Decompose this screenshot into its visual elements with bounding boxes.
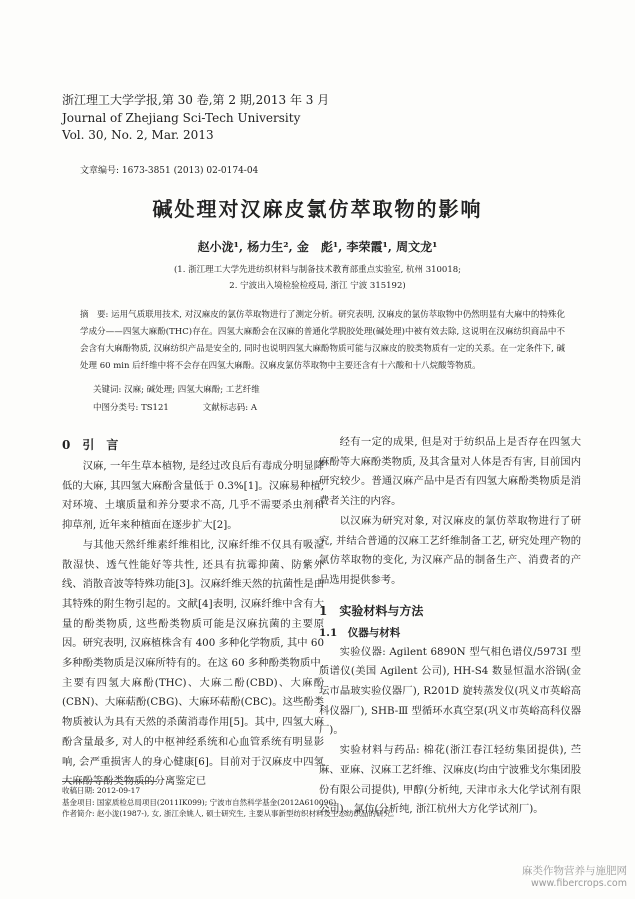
- affiliation-2: 2. 宁波出入境检验检疫局, 浙江 宁波 315192): [229, 281, 406, 291]
- footnote-received: 收稿日期: 2012-09-17: [62, 786, 141, 795]
- intro-paragraph-2: 与其他天然纤维素纤维相比, 汉麻纤维不仅具有吸湿散湿快、透气性能好等共性, 还具有抗霉抑菌、防紫外线、消散音波等特殊功能[3]。汉麻纤维天然的抗菌性是由其特殊的附生物引起的。文献[4]表明, 汉麻纤维中含有大量的酚类物质, 这些酚类物质可能是汉麻抗菌的主要原因。研究表明, 汉麻植株含有 400 多种化学物质, 其中 60 多种酚类物质是汉麻所特有的。在这 60 多种酚类物质中, 主要有四氢大麻酚(THC)、大麻二酚(CBD)、大麻酚(CBN)、大麻萜酚(CBG)、大麻环萜酚(CBC)。这些酚类物质被认为具有天然的杀菌消毒作用[5]。其中, 四氢大麻酚含量最多, 对人的中枢神经系统和心血管系统有明显影响, 会严重损害人的身心健康[6]。目前对于汉麻皮中四氢大麻酚等酚类物质的分离鉴定已: [62, 538, 324, 788]
- right-paragraph-2: 以汉麻为研究对象, 对汉麻皮的氯仿萃取物进行了研究, 并结合普通的汉麻工艺纤维制备工艺, 研究处理产物的氯仿萃取物的变化, 为汉麻产品的制备生产、消费者的产品选用提供参考。: [319, 514, 581, 586]
- journal-line-2: Journal of Zhejiang Sci-Tech University: [62, 111, 301, 125]
- authors: 赵小泷¹, 杨力生², 金 彪¹, 李荣霞¹, 周文龙¹: [197, 240, 438, 254]
- keywords: 关键词: 汉麻; 碱处理; 四氢大麻酚; 工艺纤维: [93, 385, 260, 395]
- watermark-url: www.fibercrops.com: [530, 878, 627, 889]
- section-heading-intro: 0 引 言: [62, 438, 119, 452]
- right-column: [319, 433, 581, 820]
- section-heading-methods: 1 实验材料与方法: [319, 603, 424, 618]
- journal-line-1: 浙江理工大学学报,第 30 卷,第 2 期,2013 年 3 月: [62, 93, 330, 107]
- footnotes: [62, 785, 582, 820]
- paper-title: 碱处理对汉麻皮氯仿萃取物的影响: [152, 197, 483, 221]
- watermark: [522, 863, 627, 889]
- intro-paragraph-1: 汉麻, 一年生草本植物, 是经过改良后有毒成分明显降低的大麻, 其四氢大麻酚含量低于 0.3%[1]。汉麻易种植, 对环境、土壤质量和养分要求不高, 几乎不需要杀虫剂和抑草剂, 近年来种植面在逐步扩大[2]。: [62, 460, 324, 532]
- materials-paragraph: 实验材料与药品: 棉花(浙江春江轻纺集团提供), 苎麻、亚麻、汉麻工艺纤维、汉麻皮(均由宁波雅戈尔集团股份有限公司提供), 甲醇(分析纯, 天津市永大化学试剂有限公司)、氯仿(分析纯, 浙江杭州大方化学试剂厂)。: [319, 744, 581, 816]
- journal-line-3: Vol. 30, No. 2, Mar. 2013: [62, 128, 214, 142]
- article-number: 文章编号: 1673-3851 (2013) 02-0174-04: [80, 166, 259, 176]
- affiliation-1: (1. 浙江理工大学先进纺织材料与制备技术教育部重点实验室, 杭州 310018;: [173, 265, 462, 275]
- abstract: 摘 要: 运用气质联用技术, 对汉麻皮的氯仿萃取物进行了测定分析。研究表明, 汉麻皮的氯仿萃取物中仍然明显有大麻中的特殊化学成分——四氢大麻酚(THC)存在。四氢大麻酚会在汉麻的普通化学脱胶处理(碱处理)中被有效去除, 这说明在汉麻纺织商品中不会含有大麻酚物质, 汉麻纺织产品是安全的, 同时也说明四氢大麻酚物质可能与汉麻皮的胶类物质有一定的关系。在一定条件下, 碱处理 60 min 后纤维中将不会存在四氢大麻酚。汉麻皮氯仿萃取物中主要还含有十六酸和十八烷酸等物质。: [80, 310, 565, 371]
- right-paragraph-1: 经有一定的成果, 但是对于纺织品上是否存在四氢大麻酚等大麻酚类物质, 及其含量对人体是否有害, 目前国内研究较少。普通汉麻产品中是否有四氢大麻酚类物质是消费者关注的内容。: [319, 436, 581, 508]
- watermark-text: 麻类作物营养与施肥网: [522, 865, 627, 877]
- footnote-funding: 基金项目: 国家质检总局项目(2011IK099); 宁波市自然科学基金(2012A610096): [62, 797, 337, 807]
- instruments-paragraph: 实验仪器: Agilent 6890N 型气相色谱仪/5973I 型质谱仪(美国 Agilent 公司), HH-S4 数显恒温水浴锅(金坛市晶玻实验仪器厂), R201D 旋转蒸发仪(巩义市英峪高科仪器厂), SHB-Ⅲ 型循环水真空泵(巩义市英峪高科仪器厂)。: [319, 645, 581, 737]
- footnote-author: 作者简介: 赵小泷(1987-), 女, 浙江余姚人, 硕士研究生, 主要从事新型纺织材料及生态纺织品的研究。: [62, 809, 399, 818]
- footnote-divider: [62, 781, 157, 782]
- classification: 中图分类号: TS121 文献标志码: A: [93, 403, 257, 413]
- left-column: [62, 433, 324, 792]
- subsection-heading: 1.1 仪器与材料: [319, 626, 401, 639]
